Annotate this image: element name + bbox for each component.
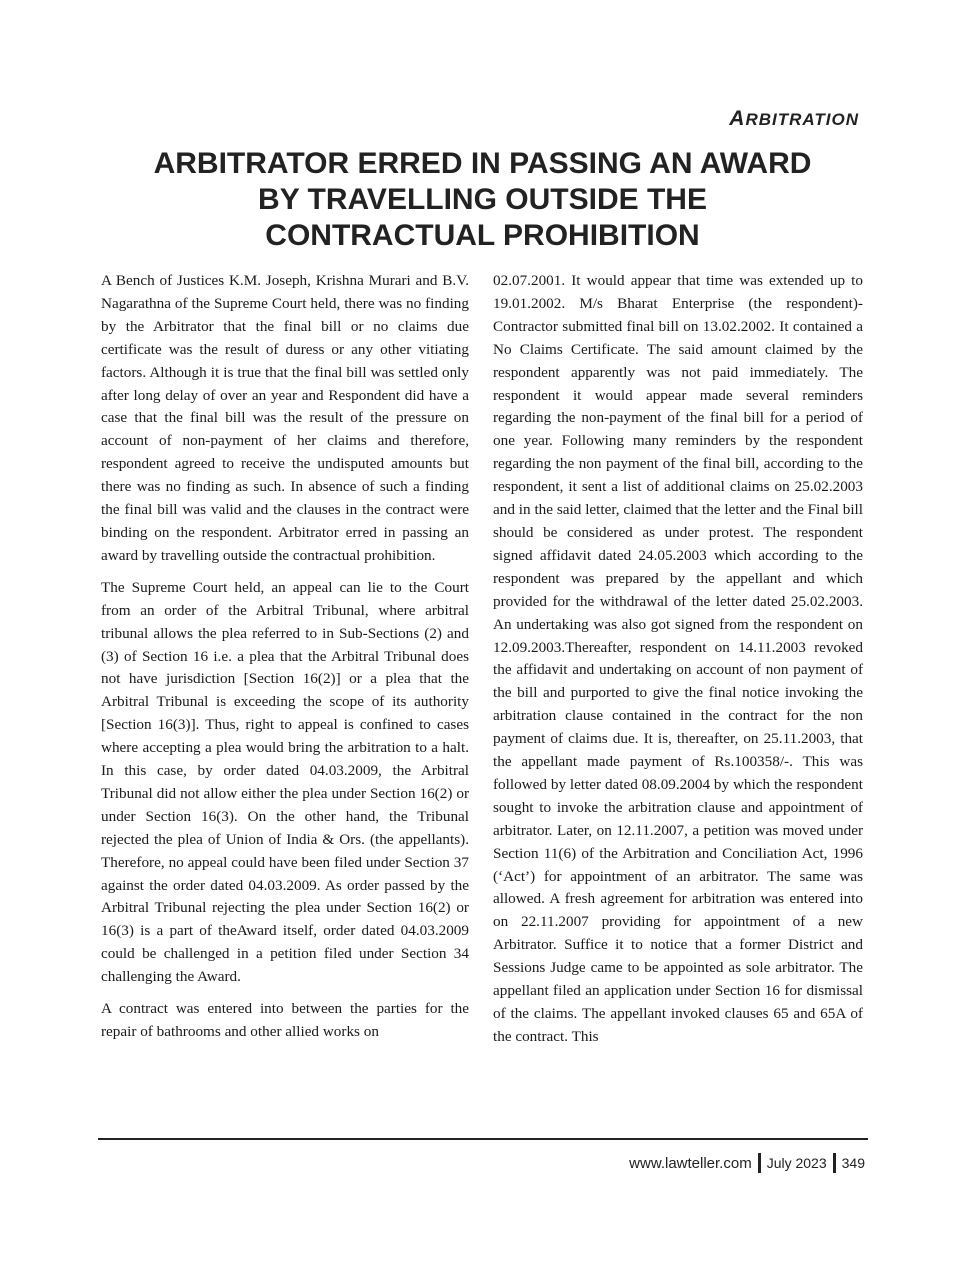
section-label-initial: A: [729, 107, 746, 130]
article-column-left: [101, 270, 469, 1053]
paragraph: A contract was entered into between the parties for the repair of bathrooms and other allied works on: [101, 1000, 469, 1040]
article-headline: [100, 146, 865, 254]
paragraph: 02.07.2001. It would appear that time was extended up to 19.01.2002. M/s Bharat Enterprise (the respondent)-Contractor submitted final bill on 13.02.2002. It contained a No Claims Certificate. The said amount claimed by the respondent apparently was not paid immediately. The respondent it would appear made several reminders regarding the non-payment of the final bill for a period of one year. Following many reminders by the respondent regarding the non payment of the final bill, according to the respondent, it sent a list of additional claims on 25.02.2003 and in the said letter, claimed that the letter and the Final bill should be considered as under protest. The respondent signed affidavit dated 24.05.2003 which according to the respondent was prepared by the appellant and which provided for the withdrawal of the letter dated 25.02.2003. An undertaking was also got signed from the respondent on 12.09.2003.Thereafter, respondent on 14.11.2003 revoked the affidavit and undertaking on account of non payment of the bill and purported to give the final notice invoking the arbitration clause contained in the contract for the non payment of claims due. It is, thereafter, on 25.11.2003, that the appellant made payment of Rs.100358/-. This was followed by letter dated 08.09.2004 by which the respondent sought to invoke the arbitration clause and appointment of arbitrator. Later, on 12.11.2007, a petition was moved under Section 11(6) of the Arbitration and Conciliation Act, 1996 (‘Act’) for appointment of an arbitrator. The same was allowed. A fresh agreement for arbitration was entered into on 22.11.2007 providing for appointment of a new Arbitrator. Suffice it to notice that a former District and Sessions Judge came to be appointed as sole arbitrator. The appellant filed an application under Section 16 for dismissal of the claims. The appellant invoked clauses 65 and 65A of the contract. This: [493, 272, 863, 1045]
section-label-rest: RBITRATION: [745, 110, 859, 129]
page-number: 349: [841, 1155, 865, 1171]
section-label: [729, 107, 859, 131]
footer-separator: [758, 1153, 761, 1173]
footer-divider: [98, 1138, 868, 1140]
page-footer: [629, 1153, 865, 1173]
headline-line-3: CONTRACTUAL PROHIBITION: [265, 219, 700, 252]
headline-line-1: ARBITRATOR ERRED IN PASSING AN AWARD: [153, 147, 812, 180]
paragraph: A Bench of Justices K.M. Joseph, Krishna Murari and B.V. Nagarathna of the Supreme Court held, there was no finding by the Arbitrator that the final bill or no claims due certificate was the result of duress or any other vitiating factors. Although it is true that the final bill was settled only after long delay of over an year and Respondent did have a case that the final bill was the result of the pressure on account of non-payment of her claims and therefore, respondent agreed to receive the undisputed amounts but there was no finding as such. In absence of such a finding the final bill was valid and the clauses in the contract were binding on the respondent. Arbitrator erred in passing an award by travelling outside the contractual prohibition.: [101, 272, 469, 564]
footer-separator: [833, 1153, 836, 1173]
paragraph: The Supreme Court held, an appeal can lie to the Court from an order of the Arbitral Tribunal, where arbitral tribunal allows the plea referred to in Sub-Sections (2) and (3) of Section 16 i.e. a plea that the Arbitral Tribunal does not have jurisdiction [Section 16(2)] or a plea that the Arbitral Tribunal is exceeding the scope of its authority [Section 16(3)]. Thus, right to appeal is confined to cases where accepting a plea would bring the arbitration to a halt. In this case, by order dated 04.03.2009, the Arbitral Tribunal did not allow either the plea under Section 16(2) or under Section 16(3). On the other hand, the Tribunal rejected the plea of Union of India & Ors. (the appellants). Therefore, no appeal could have been filed under Section 37 against the order dated 04.03.2009. As order passed by the Arbitral Tribunal rejecting the plea under Section 16(2) or 16(3) is a part of theAward itself, order dated 04.03.2009 could be challenged in a petition filed under Section 34 challenging the Award.: [101, 578, 469, 986]
headline-line-2: BY TRAVELLING OUTSIDE THE: [258, 183, 707, 216]
website-link[interactable]: www.lawteller.com: [629, 1154, 752, 1172]
issue-date: July 2023: [766, 1155, 827, 1171]
article-column-right: [493, 270, 863, 1058]
